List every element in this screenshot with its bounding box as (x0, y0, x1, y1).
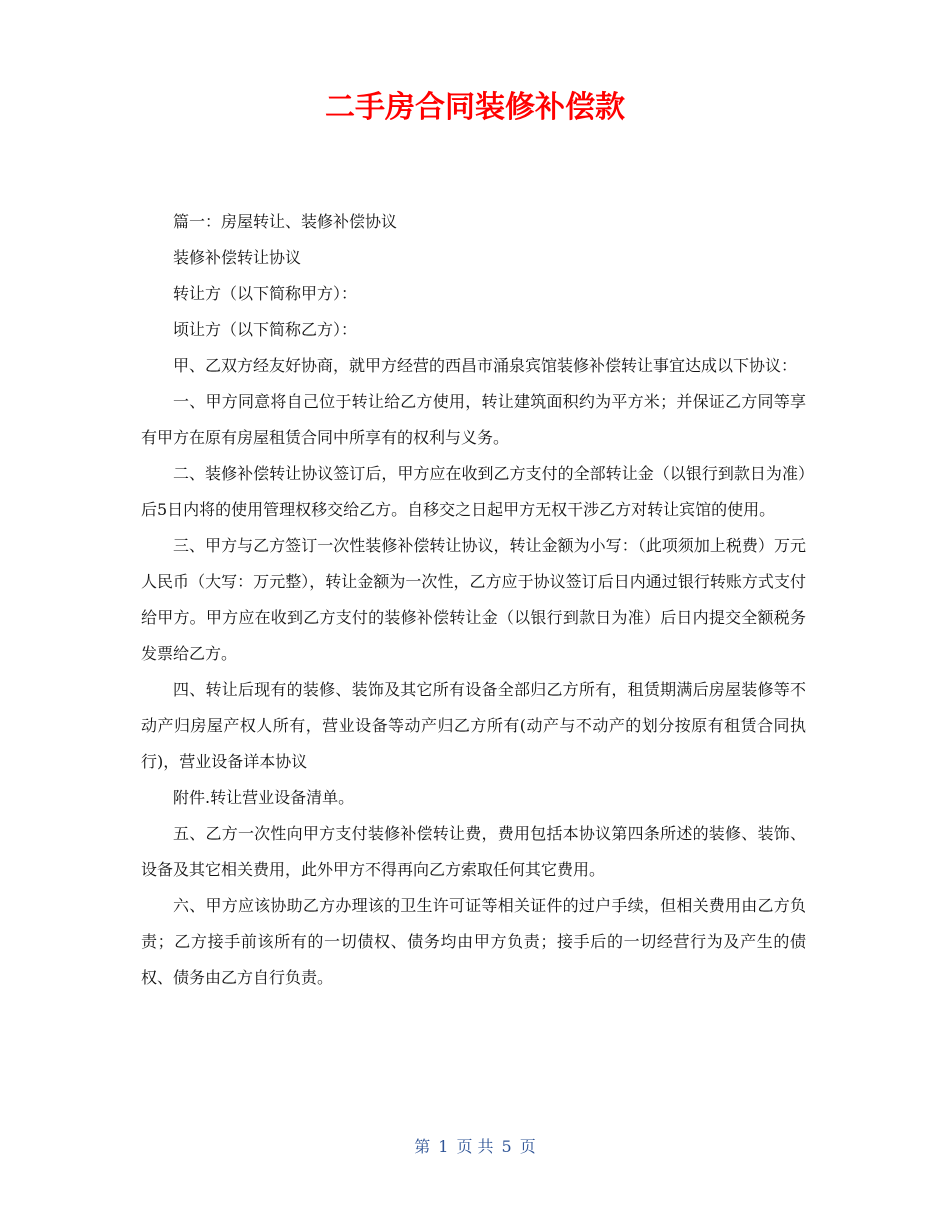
clause-4: 四、转让后现有的装修、装饰及其它所有设备全部归乙方所有，租赁期满后房屋装修等不动产归房屋产权人所有，营业设备等动产归乙方所有(动产与不动产的划分按原有租赁合同执行)，营业设备详本协议 (141, 680, 806, 771)
footer-total-pages: 5 (501, 1137, 512, 1156)
agreement-name: 装修补偿转让协议 (173, 248, 302, 267)
section-heading: 篇一：房屋转让、装修补偿协议 (173, 212, 398, 231)
footer-prefix: 第 (414, 1137, 431, 1156)
page-footer (0, 1136, 950, 1158)
clause-5: 五、乙方一次性向甲方支付装修补偿转让费，费用包括本协议第四条所述的装修、装饰、设备及其它相关费用，此外甲方不得再向乙方索取任何其它费用。 (141, 824, 806, 879)
document-title: 二手房合同装修补偿款 (325, 90, 625, 125)
preamble-paragraph: 甲、乙双方经友好协商，就甲方经营的西昌市涌泉宾馆装修补偿转让事宜达成以下协议： (173, 356, 798, 375)
footer-page-number: 1 (438, 1137, 449, 1156)
clause-1: 一、甲方同意将自己位于转让给乙方使用，转让建筑面积约为平方米；并保证乙方同等享有甲方在原有房屋租赁合同中所享有的权利与义务。 (141, 392, 806, 447)
clause-3: 三、甲方与乙方签订一次性装修补偿转让协议，转让金额为小写：（此项须加上税费）万元人民币（大写：万元整），转让金额为一次性，乙方应于协议签订后日内通过银行转账方式支付给甲方。甲方应在收到乙方支付的装修补偿转让金（以银行到款日为准）后日内提交全额税务发票给乙方。 (141, 536, 806, 663)
footer-suffix: 页 (519, 1137, 536, 1156)
footer-middle: 页 共 (456, 1137, 494, 1156)
party-a-line: 转让方（以下简称甲方）： (173, 284, 358, 303)
clause-2: 二、装修补偿转让协议签订后，甲方应在收到乙方支付的全部转让金（以银行到款日为准）后5日内将的使用管理权移交给乙方。自移交之日起甲方无权干涉乙方对转让宾馆的使用。 (141, 464, 806, 519)
attachment-line: 附件.转让营业设备清单。 (173, 788, 355, 807)
document-body (141, 204, 806, 996)
party-b-line: 顷让方（以下简称乙方）： (173, 320, 358, 339)
clause-6: 六、甲方应该协助乙方办理该的卫生许可证等相关证件的过户手续，但相关费用由乙方负责；乙方接手前该所有的一切债权、债务均由甲方负责；接手后的一切经营行为及产生的债权、债务由乙方自行负责。 (141, 896, 806, 987)
